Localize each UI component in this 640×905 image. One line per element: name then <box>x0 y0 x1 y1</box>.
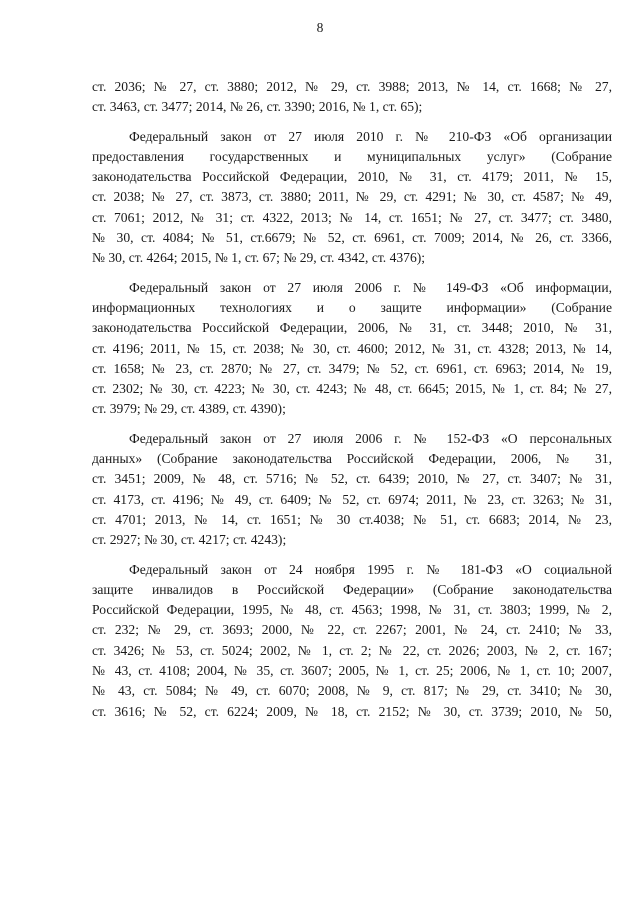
paragraph-law-149-fz <box>92 278 612 420</box>
text-line: ст. 3979; № 29, ст. 4389, ст. 4390); <box>92 401 286 417</box>
text-line: ст. 3426; № 53, ст. 5024; 2002, № 1, ст. 2; № 22, ст. 2026; 2003, № 2, ст. 167; <box>92 642 612 658</box>
paragraph-law-210-fz <box>92 127 612 269</box>
text-line: информационных технологиях и о защите информации» (Собрание <box>92 299 612 315</box>
text-line: ст. 4173, ст. 4196; № 49, ст. 6409; № 52, ст. 6974; 2011, № 23, ст. 3263; № 31, <box>92 491 612 507</box>
text-line: предоставления государственных и муниципальных услуг» (Собрание <box>92 148 612 164</box>
text-line: ст. 4196; 2011, № 15, ст. 2038; № 30, ст. 4600; 2012, № 31, ст. 4328; 2013, № 14, <box>92 340 612 356</box>
text-line: ст. 2302; № 30, ст. 4223; № 30, ст. 4243; № 48, ст. 6645; 2015, № 1, ст. 84; № 27, <box>92 381 612 397</box>
text-line: законодательства Российской Федерации, 2010, № 31, ст. 4179; 2011, № 15, <box>92 169 612 185</box>
paragraph-continuation <box>92 77 612 118</box>
text-line: Федеральный закон от 27 июля 2006 г. № 149-ФЗ «Об информации, <box>129 279 612 295</box>
text-line: № 30, ст. 4264; 2015, № 1, ст. 67; № 29, ст. 4342, ст. 4376); <box>92 250 426 266</box>
text-line: Федеральный закон от 27 июля 2006 г. № 152-ФЗ «О персональных <box>129 430 612 446</box>
text-line: законодательства Российской Федерации, 2006, № 31, ст. 3448; 2010, № 31, <box>92 320 612 336</box>
page-number: 8 <box>316 20 324 35</box>
paragraph-law-181-fz <box>92 560 612 722</box>
text-line: № 43, ст. 4108; 2004, № 35, ст. 3607; 2005, № 1, ст. 25; 2006, № 1, ст. 10; 2007, <box>92 663 612 679</box>
text-line: ст. 232; № 29, ст. 3693; 2000, № 22, ст. 2267; 2001, № 24, ст. 2410; № 33, <box>92 622 612 638</box>
text-line: Федеральный закон от 24 ноября 1995 г. № 181-ФЗ «О социальной <box>129 561 612 577</box>
text-line: ст. 3616; № 52, ст. 6224; 2009, № 18, ст. 2152; № 30, ст. 3739; 2010, № 50, <box>92 703 612 719</box>
paragraph-law-152-fz <box>92 429 612 551</box>
text-line: ст. 3451; 2009, № 48, ст. 5716; № 52, ст. 6439; 2010, № 27, ст. 3407; № 31, <box>92 471 612 487</box>
text-line: ст. 4701; 2013, № 14, ст. 1651; № 30 ст.4038; № 51, ст. 6683; 2014, № 23, <box>92 511 612 527</box>
text-line: Федеральный закон от 27 июля 2010 г. № 210-ФЗ «Об организации <box>129 128 612 144</box>
text-line: ст. 7061; 2012, № 31; ст. 4322, 2013; № 14, ст. 1651; № 27, ст. 3477; ст. 3480, <box>92 209 612 225</box>
text-line: ст. 3463, ст. 3477; 2014, № 26, ст. 3390; 2016, № 1, ст. 65); <box>92 99 423 115</box>
text-line: ст. 2038; № 27, ст. 3873, ст. 3880; 2011, № 29, ст. 4291; № 30, ст. 4587; № 49, <box>92 189 612 205</box>
text-line: № 30, ст. 4084; № 51, ст.6679; № 52, ст. 6961, ст. 7009; 2014, № 26, ст. 3366, <box>92 230 612 246</box>
text-line: данных» (Собрание законодательства Российской Федерации, 2006, № 31, <box>92 451 612 467</box>
text-line: № 43, ст. 5084; № 49, ст. 6070; 2008, № 9, ст. 817; № 29, ст. 3410; № 30, <box>92 683 612 699</box>
document-body <box>92 77 612 722</box>
text-line: ст. 1658; № 23, ст. 2870; № 27, ст. 3479; № 52, ст. 6961, ст. 6963; 2014, № 19, <box>92 360 612 376</box>
text-line: ст. 2036; № 27, ст. 3880; 2012, № 29, ст. 3988; 2013, № 14, ст. 1668; № 27, <box>92 79 612 94</box>
text-line: Российской Федерации, 1995, № 48, ст. 4563; 1998, № 31, ст. 3803; 1999, № 2, <box>92 602 612 618</box>
text-line: ст. 2927; № 30, ст. 4217; ст. 4243); <box>92 532 287 548</box>
text-line: защите инвалидов в Российской Федерации» (Собрание законодательства <box>92 581 612 597</box>
